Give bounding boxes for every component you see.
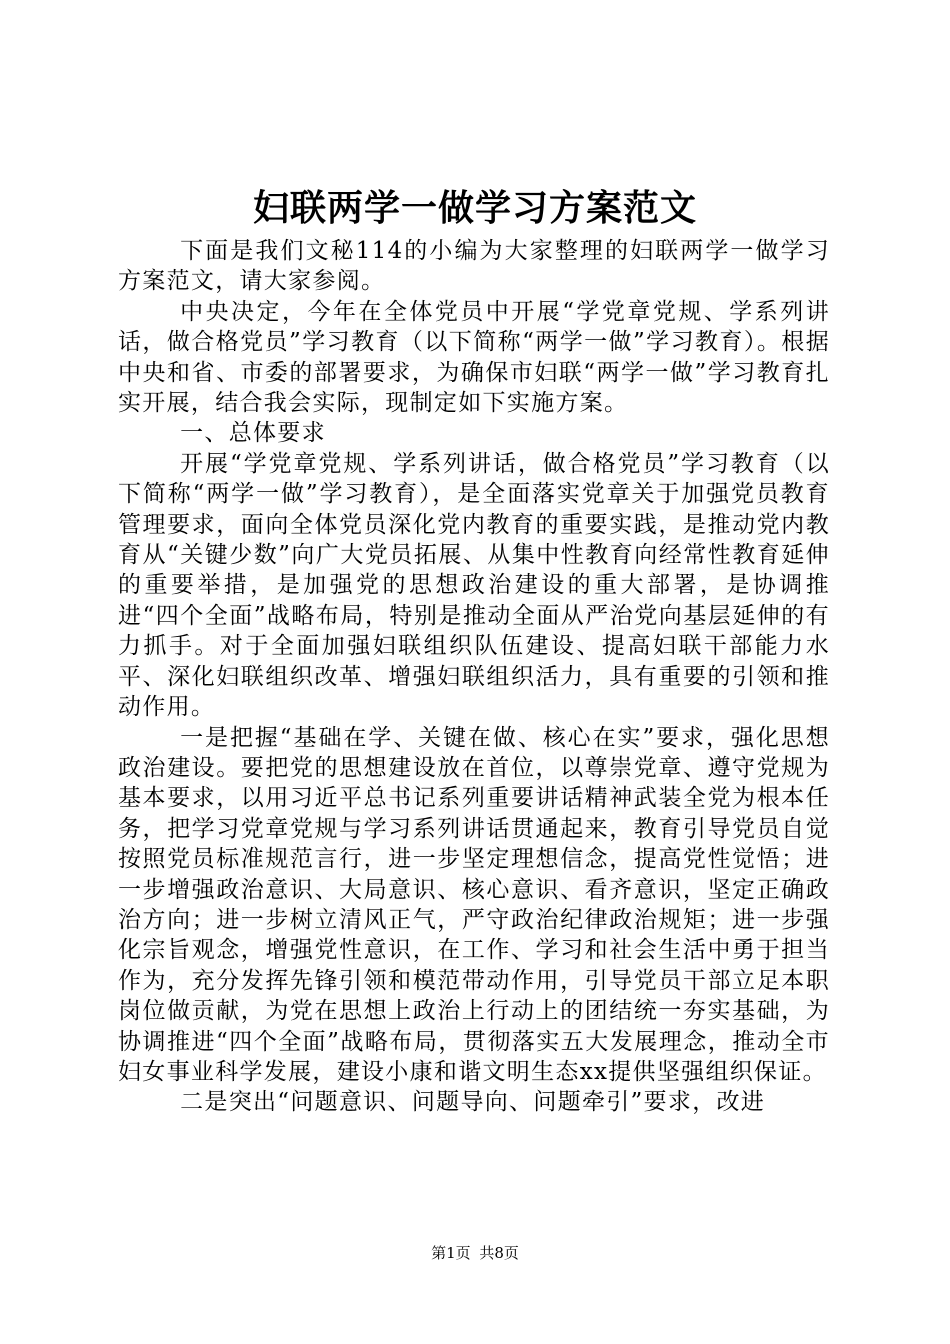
paragraph-intro: 下面是我们文秘114的小编为大家整理的妇联两学一做学习方案范文，请大家参阅。 xyxy=(118,238,830,295)
page-number: 第1页 xyxy=(431,1244,471,1262)
paragraph-point-two: 二是突出“问题意识、问题导向、问题牵引”要求，改进 xyxy=(180,1089,766,1116)
page-total: 共8页 xyxy=(479,1244,519,1262)
paragraph-point-one: 一是把握“基础在学、关键在做、核心在实”要求，强化思想政治建设。要把党的思想建设放在首位，以尊崇党章、遵守党规为基本要求，以用习近平总书记系列重要讲话精神武装全党为根本任务，把学习党章党规与学习系列讲话贯通起来，教育引导党员自觉按照党员标准规范言行，进一步坚定理想信念，提高党性觉悟；进一步增强政治意识、大局意识、核心意识、看齐意识，坚定正确政治方向；进一步树立清风正气，严守政治纪律政治规矩；进一步强化宗旨观念，增强党性意识，在工作、学习和社会生活中勇于担当作为，充分发挥先锋引领和模范带动作用，引导党员干部立足本职岗位做贡献，为党在思想上政治上行动上的团结统一夯实基础，为协调推进“四个全面”战略布局，贯彻落实五大发展理念，推动全市妇女事业科学发展，建设小康和谐文明生态xx提供坚强组织保证。 xyxy=(118,724,830,1085)
section-heading: 一、总体要求 xyxy=(180,420,326,447)
document-body xyxy=(118,236,830,1118)
page-footer xyxy=(0,1242,950,1264)
paragraph-overall: 开展“学党章党规、学系列讲话，做合格党员”学习教育（以下简称“两学一做”学习教育），是全面落实党章关于加强党员教育管理要求，面向全体党员深化党内教育的重要实践，是推动党内教育从“关键少数”向广大党员拓展、从集中性教育向经常性教育延伸的重要举措，是加强党的思想政治建设的重大部署，是协调推进“四个全面”战略布局，特别是推动全面从严治党向基层延伸的有力抓手。对于全面加强妇联组织队伍建设、提高妇联干部能力水平、深化妇联组织改革、增强妇联组织活力，具有重要的引领和推动作用。 xyxy=(118,450,830,721)
document-title: 妇联两学一做学习方案范文 xyxy=(252,187,697,229)
paragraph-background: 中央决定，今年在全体党员中开展“学党章党规、学系列讲话，做合格党员”学习教育（以下简称“两学一做”学习教育）。根据中央和省、市委的部署要求，为确保市妇联“两学一做”学习教育扎实开展，结合我会实际，现制定如下实施方案。 xyxy=(118,298,830,417)
